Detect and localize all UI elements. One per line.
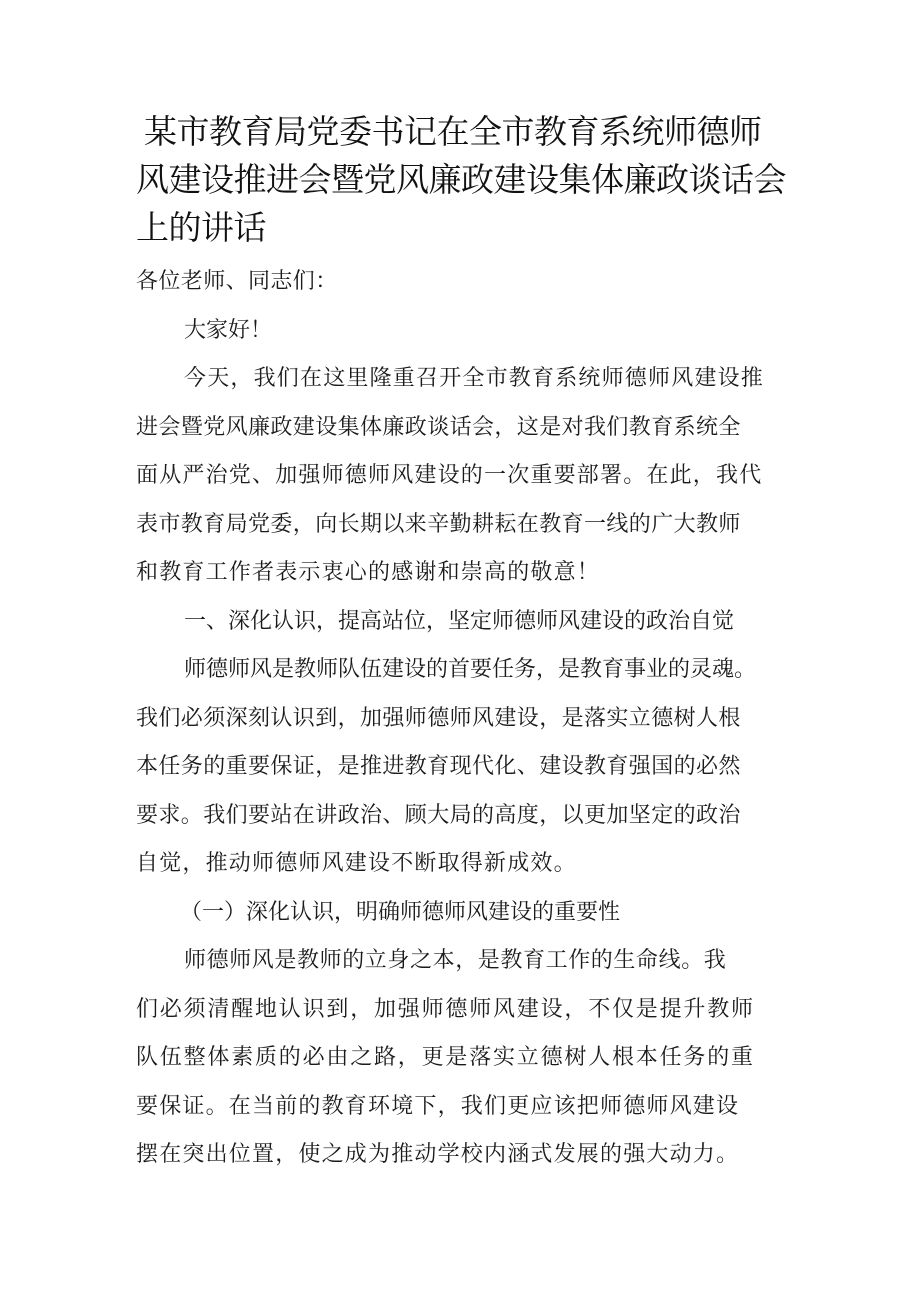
greeting: 大家好！ xyxy=(184,317,273,343)
subsection-line: 们必须清醒地认识到，加强师德师风建设，不仅是提升教师 xyxy=(136,996,755,1022)
section-line: 自觉，推动师德师风建设不断取得新成效。 xyxy=(136,851,577,876)
document-body xyxy=(136,262,801,1184)
section-line: 我们必须深刻认识到，加强师德师风建设，是落实立德树人根 xyxy=(136,705,741,731)
section-line: 要求。我们要站在讲政治、顾大局的高度，以更加坚定的政治 xyxy=(136,802,741,828)
subsection-heading: （一）深化认识，明确师德师风建设的重要性 xyxy=(180,899,621,925)
intro-line: 表市教育局党委，向长期以来辛勤耕耘在教育一线的广大教师 xyxy=(136,511,741,537)
intro-line: 面从严治党、加强师德师风建设的一次重要部署。在此，我代 xyxy=(136,463,763,488)
subsection-line: 师德师风是教师的立身之本，是教育工作的生命线。我 xyxy=(184,948,727,973)
section-heading: 一、深化认识，提高站位，坚定师德师风建设的政治自觉 xyxy=(184,608,735,634)
section-line: 本任务的重要保证，是推进教育现代化、建设教育强国的必然 xyxy=(136,754,741,779)
subsection-line: 要保证。在当前的教育环境下，我们更应该把师德师风建设 xyxy=(136,1093,740,1119)
document-title xyxy=(136,108,796,252)
salutation: 各位老师、同志们： xyxy=(136,269,338,294)
title-line: 上的讲话 xyxy=(136,208,266,247)
subsection-line: 摆在突出位置，使之成为推动学校内涵式发展的强大动力。 xyxy=(136,1142,740,1167)
intro-line: 进会暨党风廉政建设集体廉政谈话会，这是对我们教育系统全 xyxy=(136,414,741,440)
section-line: 师德师风是教师队伍建设的首要任务，是教育事业的灵魂。 xyxy=(184,657,757,682)
subsection-line: 队伍整体素质的必由之路，更是落实立德树人根本任务的重 xyxy=(136,1045,755,1070)
title-line: 风建设推进会暨党风廉政建设集体廉政谈话会 xyxy=(136,160,786,199)
intro-line: 和教育工作者表示衷心的感谢和崇高的敬意！ xyxy=(136,560,601,585)
intro-line: 今天，我们在这里隆重召开全市教育系统师德师风建设推 xyxy=(184,366,765,391)
title-line: 某市教育局党委书记在全市教育系统师德师 xyxy=(144,112,762,151)
